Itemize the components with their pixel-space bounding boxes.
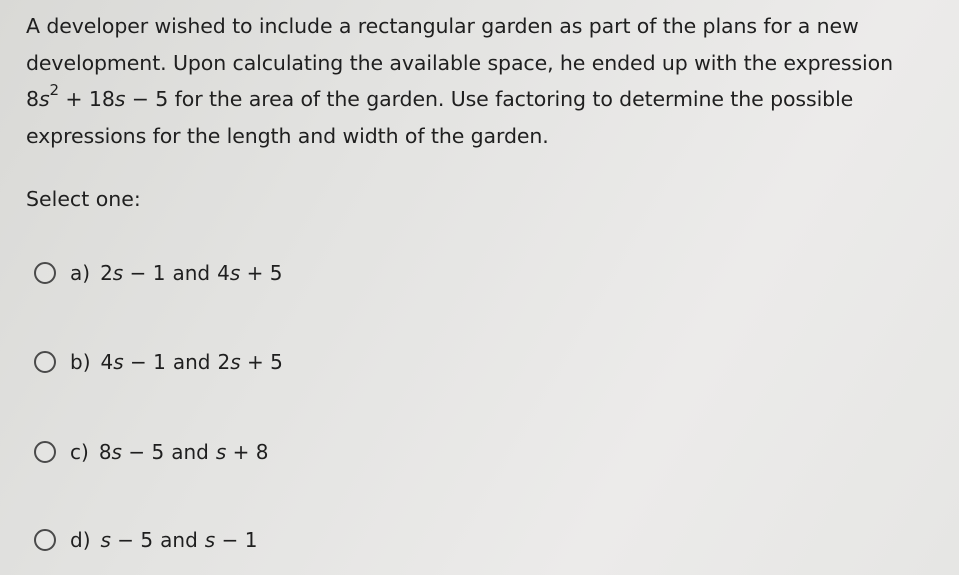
option-c[interactable] — [34, 436, 268, 468]
select-one-label: Select one: — [26, 187, 141, 211]
option-letter: a) — [70, 261, 91, 285]
expr-exponent: 2 — [49, 81, 59, 100]
question-line-3 — [26, 81, 946, 118]
radio-button-a[interactable] — [34, 262, 56, 284]
option-second-factor: 4s + 5 — [217, 261, 283, 285]
radio-button-d[interactable] — [34, 529, 56, 551]
radio-button-b[interactable] — [34, 351, 56, 373]
expr-constant: − 5 — [125, 87, 169, 111]
option-first-factor: 4s − 1 — [100, 350, 166, 374]
option-b[interactable] — [34, 346, 283, 378]
question-line-3-text: for the area of the garden. Use factoring to determine the possible — [168, 87, 854, 111]
option-second-factor: s + 8 — [215, 440, 269, 464]
option-first-factor: 8s − 5 — [98, 440, 165, 464]
question-line-2: development. Upon calculating the available space, he ended up with the expression — [26, 50, 893, 75]
area-expression — [26, 81, 169, 111]
option-second-factor: s − 1 — [204, 528, 258, 552]
option-first-factor: 2s − 1 — [100, 261, 166, 285]
question-line-1: A developer wished to include a rectangular garden as part of the plans for a new — [26, 14, 859, 38]
option-letter: b) — [70, 350, 91, 374]
option-first-factor: s − 5 — [100, 528, 154, 552]
option-letter: c) — [70, 440, 89, 464]
expr-coefficient: 8 — [26, 87, 39, 111]
question-line-4: expressions for the length and width of the garden. — [26, 123, 549, 148]
option-letter: d) — [70, 528, 91, 552]
expr-middle-term: + 18 — [59, 87, 115, 111]
option-conjunction: and — [172, 261, 211, 285]
option-conjunction: and — [171, 440, 209, 464]
option-conjunction: and — [160, 528, 198, 552]
option-second-factor: 2s + 5 — [217, 350, 283, 374]
radio-button-c[interactable] — [34, 441, 56, 463]
expr-variable-2: s — [114, 87, 126, 111]
option-a[interactable] — [34, 257, 282, 289]
question-text — [26, 8, 946, 154]
expr-variable: s — [38, 87, 50, 111]
option-d[interactable] — [34, 524, 257, 556]
option-conjunction: and — [172, 350, 211, 374]
